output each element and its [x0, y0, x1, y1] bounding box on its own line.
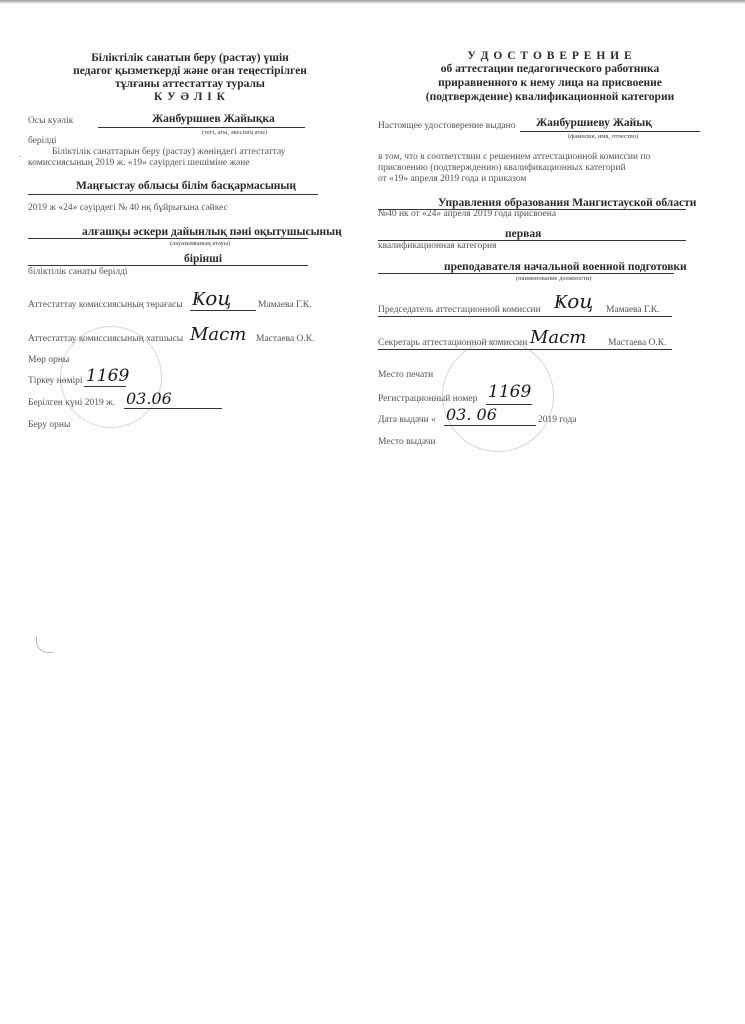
- scan-top-edge: [0, 0, 745, 4]
- ru-position-underline: [378, 273, 674, 274]
- ru-person-caption: (фамилия, имя, отчество): [568, 133, 639, 140]
- ru-date-underline: [444, 425, 536, 426]
- ru-issued-to-label: Настоящее удостоверение выдано: [378, 121, 516, 131]
- kz-category-label: біліктілік санаты берілді: [28, 267, 128, 277]
- ru-para-line2: присвоению (подтверждению) квалификационных категорий: [378, 163, 626, 173]
- ru-title-line4: (подтверждение) квалификационной категории: [425, 91, 675, 103]
- kz-reg-underline: [84, 386, 126, 387]
- kz-position: алғашқы әскери дайынлық пәні оқытушысының: [82, 226, 342, 238]
- kz-org-underline: [28, 194, 318, 195]
- ru-order-line: №40 нк от «24» апреля 2019 года присвоена: [378, 209, 557, 219]
- ru-reg-label: Регистрационный номер: [378, 394, 478, 404]
- kz-margin-mark: ·: [18, 152, 22, 163]
- kz-title-line3: тұлғаны аттестаттау туралы: [115, 78, 265, 90]
- ru-secretary-signature: Масm: [530, 327, 587, 348]
- ru-seal-label: Место печати: [378, 370, 434, 380]
- kz-para-line2: комиссиясының 2019 ж. «19» сәуірдегі шешіміне және: [28, 158, 250, 168]
- kz-title-line2: педагог қызметкерді және оған теңестірілген: [73, 65, 307, 77]
- kz-para-line1: Біліктілік санаттарын беру (растау) жөніндегі аттестаттау: [52, 147, 286, 157]
- ru-position: преподавателя начальной военной подготовки: [444, 261, 687, 273]
- kz-title-line1: Біліктілік санатын беру (растау) үшін: [91, 52, 289, 64]
- kz-secretary-signature: Масm: [190, 324, 247, 345]
- ru-secretary-label: Секретарь аттестационной комиссии: [378, 338, 528, 348]
- ru-reg-number: 1169: [488, 382, 532, 402]
- kz-position-underline: [28, 238, 308, 239]
- ru-place-label: Место выдачи: [378, 437, 436, 447]
- kz-secretary-label: Аттестаттау комиссиясының хатшысы: [28, 334, 184, 344]
- ru-category: первая: [505, 228, 542, 240]
- ru-date-label-suffix: 2019 года: [538, 415, 577, 425]
- ru-para-line3: от «19» апреля 2019 года и приказом: [378, 174, 527, 184]
- kz-chair-underline: [190, 310, 256, 311]
- kz-person-name: Жанбуршиев Жайықка: [152, 113, 275, 125]
- kz-chair-name: Мамаева Г.К.: [258, 300, 312, 310]
- kz-category: бірінші: [184, 253, 223, 265]
- ru-chair-signature: Ҝоц: [554, 289, 594, 313]
- kz-category-underline: [28, 265, 308, 266]
- kz-chair-signature: Ҝоц: [192, 286, 232, 310]
- ru-title-line3: приравненного к нему лица на присвоение: [438, 77, 662, 89]
- ru-person-underline: [520, 131, 700, 132]
- kz-person-caption: (тегі, аты, әкесінің аты): [202, 129, 267, 136]
- ru-chair-name: Мамаева Г.К.: [606, 305, 660, 315]
- ru-category-label: квалификационная категория: [378, 241, 497, 251]
- ru-position-caption: (наименование должности): [516, 275, 592, 282]
- ru-chair-label: Председатель аттестационной комиссии: [378, 305, 541, 315]
- kz-order-line: 2019 ж «24» сәуірдегі № 40 нқ бұйрығына сәйкес: [28, 203, 228, 213]
- kz-given-label: берілді: [28, 136, 57, 146]
- kz-date-underline: [124, 408, 222, 409]
- ru-para-line1: в том, что в соответствии с решением аттестационной комиссии по: [378, 152, 651, 162]
- kz-org: Маңғыстау облысы білім басқармасының: [76, 180, 297, 192]
- kz-secretary-name: Мастаева О.К.: [256, 334, 315, 344]
- kz-chair-label: Аттестаттау комиссиясының төрағасы: [28, 300, 183, 310]
- ru-chair-underline: [378, 316, 672, 317]
- kz-date-value: 03.06: [126, 389, 172, 408]
- kz-reg-number: 1169: [86, 366, 130, 386]
- ru-date-value: 03. 06: [446, 405, 497, 424]
- scan-mark: [36, 636, 53, 653]
- ru-org: Управления образования Мангистауской области: [438, 197, 697, 209]
- kz-reg-label: Тіркеу нөмірі: [28, 376, 83, 386]
- kz-seal-label: Мөр орны: [28, 355, 70, 365]
- kz-place-label: Беру орны: [28, 420, 71, 430]
- kz-issued-to-label: Осы куәлік: [28, 116, 74, 126]
- kz-position-caption: (лауазымының атауы): [170, 240, 231, 247]
- ru-title-line2: об аттестации педагогического работника: [440, 63, 660, 75]
- kz-title-line4: К У Ә Л І К: [153, 91, 227, 103]
- ru-title-line1: У Д О С Т О В Е Р Е Н И Е: [467, 50, 633, 62]
- kz-date-label: Берілген күні 2019 ж.: [28, 398, 116, 408]
- kz-person-underline: [98, 127, 305, 128]
- ru-secretary-name: Мастаева О.К.: [608, 338, 667, 348]
- ru-person-name: Жанбуршиеву Жайық: [536, 117, 652, 129]
- ru-date-label-prefix: Дата выдачи «: [378, 415, 436, 425]
